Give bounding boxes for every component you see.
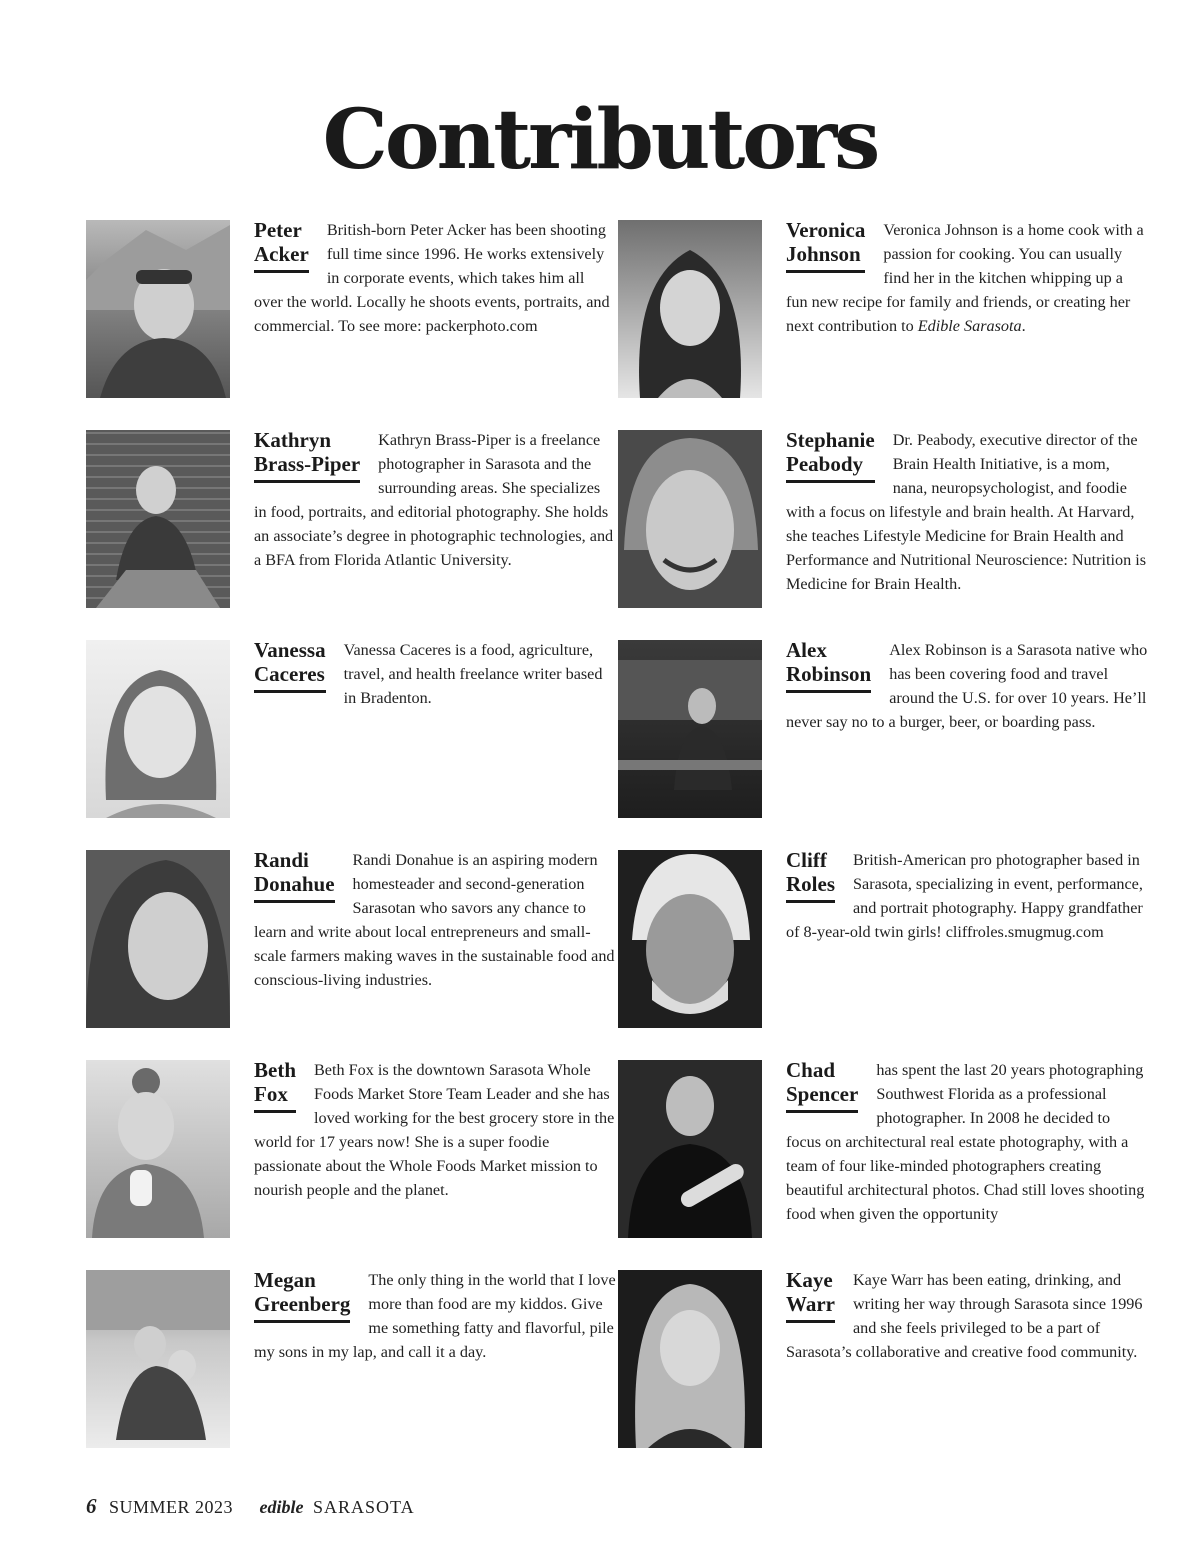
contributor-name: Peter Acker bbox=[254, 218, 309, 273]
contributor-bio: Dr. Peabody, executive director of the Brain Health Initiative, is a mom, nana, neuropsychologist, and foodie with a focus on lifestyle and brain health. At Harvard, she teaches Lifestyle Medicine for Brain Health and Performance and Nutritional Neuroscience: Nutrition is Medicine for Brain Health. bbox=[786, 431, 1147, 593]
portrait-silhouette-icon bbox=[618, 640, 762, 818]
portrait-photo bbox=[86, 850, 230, 1028]
name-underline bbox=[254, 1110, 296, 1113]
name-underline bbox=[786, 270, 865, 273]
contributor-stephanie-peabody bbox=[618, 428, 1148, 613]
contributor-bio: Veronica Johnson is a home cook with a passion for cooking. You can usually find her in the kitchen whipping up a fun new recipe for family and friends, or creating her next contribution to Edible Sarasota. bbox=[786, 221, 1144, 335]
contributor-name: Stephanie Peabody bbox=[786, 428, 875, 483]
contributor-bio: Vanessa Caceres is a food, agriculture, travel, and health freelance writer based in Bradenton. bbox=[343, 641, 603, 707]
portrait-silhouette-icon bbox=[86, 430, 230, 608]
name-underline bbox=[254, 480, 360, 483]
contributor-peter-acker bbox=[86, 218, 616, 403]
contributor-bio: Kaye Warr has been eating, drinking, and writing her way through Sarasota since 1996 and she feels privileged to be a part of Sarasota’s collaborative and creative food community. bbox=[786, 1271, 1143, 1361]
name-underline bbox=[254, 690, 326, 693]
name-underline bbox=[786, 1110, 858, 1113]
brand-edible: edible bbox=[259, 1497, 304, 1517]
portrait-photo bbox=[86, 1060, 230, 1238]
name-underline bbox=[254, 1320, 350, 1323]
contributor-bio: Alex Robinson is a Sarasota native who has been covering food and travel around the U.S. for over 10 years. He’ll never say no to a burger, beer, or boarding pass. bbox=[786, 641, 1148, 731]
contributor-cliff-roles bbox=[618, 848, 1148, 1033]
portrait-silhouette-icon bbox=[618, 430, 762, 608]
contributor-bio: British-born Peter Acker has been shooting full time since 1996. He works extensively in corporate events, which takes him all over the world. Locally he shoots events, portraits, and commercial. To see more: packerphoto.com bbox=[254, 221, 610, 335]
contributor-name: Cliff Roles bbox=[786, 848, 835, 903]
contributor-megan-greenberg bbox=[86, 1268, 616, 1453]
contributor-kathryn-brass-piper bbox=[86, 428, 616, 613]
contributor-bio: British-American pro photographer based in Sarasota, specializing in event, performance, and portrait photography. Happy grandfather of 8-year-old twin girls! cliffroles.smugmug.com bbox=[786, 851, 1143, 941]
name-underline bbox=[786, 480, 875, 483]
portrait-photo bbox=[618, 640, 762, 818]
portrait-photo bbox=[618, 1060, 762, 1238]
portrait-photo bbox=[618, 1270, 762, 1448]
portrait-photo bbox=[618, 220, 762, 398]
contributor-bio: Randi Donahue is an aspiring modern homesteader and second-generation Sarasotan who savors any chance to learn and write about local entrepreneurs and small-scale farmers making waves in the sustainable food and conscious-living industries. bbox=[254, 851, 615, 989]
contributor-name: Kaye Warr bbox=[786, 1268, 835, 1323]
brand-city: SARASOTA bbox=[313, 1497, 415, 1517]
contributor-veronica-johnson bbox=[618, 218, 1148, 403]
contributor-bio: has spent the last 20 years photographing Southwest Florida as a professional photographer. In 2008 he decided to focus on architectural real estate photography, with a team of four like-minded photographers creating beautiful architectural photos. Chad still loves shooting food when given the opportunity bbox=[786, 1061, 1145, 1223]
page-title: Contributors bbox=[322, 92, 878, 188]
contributor-vanessa-caceres bbox=[86, 638, 616, 823]
name-underline bbox=[254, 900, 335, 903]
portrait-silhouette-icon bbox=[618, 850, 762, 1028]
contributor-alex-robinson bbox=[618, 638, 1148, 823]
contributor-name: Vanessa Caceres bbox=[254, 638, 326, 693]
portrait-silhouette-icon bbox=[86, 640, 230, 818]
contributor-bio: Kathryn Brass-Piper is a freelance photographer in Sarasota and the surrounding areas. She specializes in food, portraits, and editorial photography. She holds an associate’s degree in photographic technologies, and a BFA from Florida Atlantic University. bbox=[254, 431, 614, 569]
contributor-name: Veronica Johnson bbox=[786, 218, 865, 273]
contributor-name: Beth Fox bbox=[254, 1058, 296, 1113]
contributor-name: Kathryn Brass-Piper bbox=[254, 428, 360, 483]
portrait-silhouette-icon bbox=[86, 220, 230, 398]
page-footer bbox=[86, 1494, 415, 1519]
portrait-photo bbox=[618, 430, 762, 608]
contributor-randi-donahue bbox=[86, 848, 616, 1033]
portrait-photo bbox=[86, 1270, 230, 1448]
contributor-beth-fox bbox=[86, 1058, 616, 1243]
name-underline bbox=[786, 690, 871, 693]
portrait-silhouette-icon bbox=[86, 1060, 230, 1238]
contributor-name: Randi Donahue bbox=[254, 848, 335, 903]
contributor-kaye-warr bbox=[618, 1268, 1148, 1453]
portrait-silhouette-icon bbox=[86, 850, 230, 1028]
portrait-photo bbox=[86, 220, 230, 398]
contributor-name: Megan Greenberg bbox=[254, 1268, 350, 1323]
portrait-photo bbox=[86, 430, 230, 608]
contributor-name: Alex Robinson bbox=[786, 638, 871, 693]
portrait-silhouette-icon bbox=[618, 1270, 762, 1448]
contributor-name: Chad Spencer bbox=[786, 1058, 858, 1113]
contributor-chad-spencer bbox=[618, 1058, 1148, 1243]
issue-label: SUMMER 2023 bbox=[109, 1497, 234, 1517]
portrait-photo bbox=[86, 640, 230, 818]
page-number: 6 bbox=[86, 1494, 97, 1518]
name-underline bbox=[786, 1320, 835, 1323]
name-underline bbox=[254, 270, 309, 273]
portrait-silhouette-icon bbox=[618, 1060, 762, 1238]
name-underline bbox=[786, 900, 835, 903]
portrait-silhouette-icon bbox=[86, 1270, 230, 1448]
portrait-silhouette-icon bbox=[618, 220, 762, 398]
contributor-bio: Beth Fox is the downtown Sarasota Whole Foods Market Store Team Leader and she has loved working for the best grocery store in the world for 17 years now! She is a super foodie passionate about the Whole Foods Market mission to nourish people and the planet. bbox=[254, 1061, 615, 1199]
portrait-photo bbox=[618, 850, 762, 1028]
contributor-bio: The only thing in the world that I love more than food are my kiddos. Give me something fatty and flavorful, pile my sons in my lap, and call it a day. bbox=[254, 1271, 616, 1361]
